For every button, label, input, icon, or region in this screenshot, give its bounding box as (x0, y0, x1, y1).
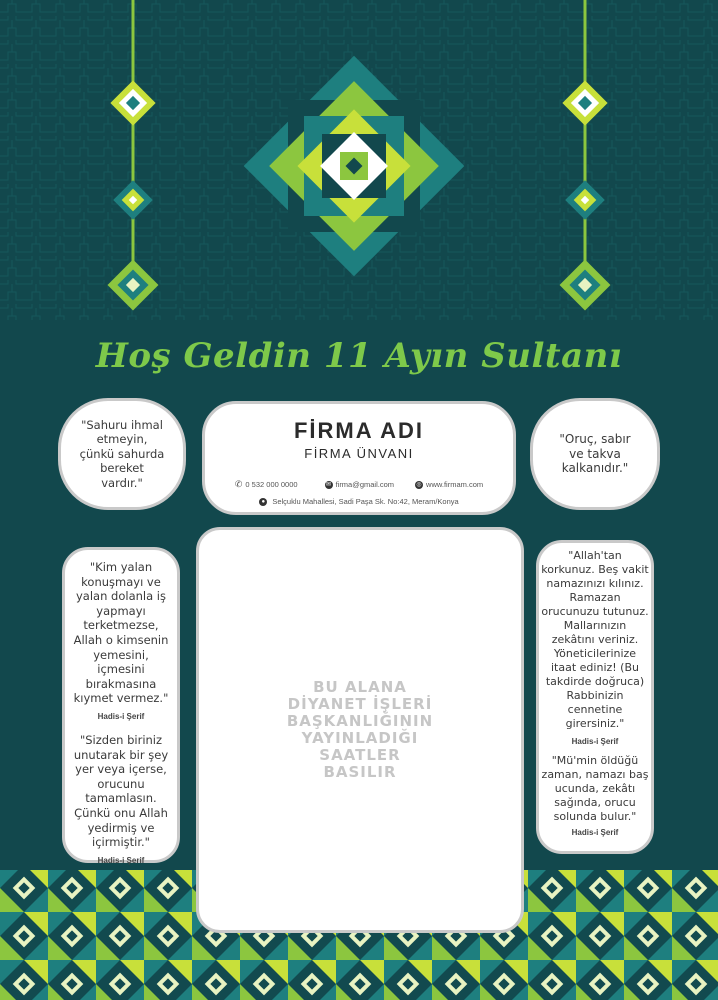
globe-icon: ◎ (416, 481, 422, 488)
firm-address: Selçuklu Mahallesi, Sadi Paşa Sk. No:42, Meram/Konya (272, 497, 459, 506)
quote-text: "Sizden biriniz unutarak bir şey yer veya içerse, orucunu tamamlasın. Çünkü onu Allah yedirmiş ve içirmiştir." (73, 732, 169, 850)
firm-web: www.firmam.com (426, 480, 484, 489)
quote-text: "Kim yalan konuşmayı ve yalan dolanla iş yapmayı terketmezse, Allah o kimsenin yemesini, içmesini bırakmasına kıymet vermez." (73, 560, 169, 706)
quote-source: Hadis-i Şerif (571, 737, 619, 746)
quote-source: Hadis-i Şerif (571, 828, 619, 837)
location-icon: ● (259, 498, 267, 506)
firm-phone: 0 532 000 0000 (245, 480, 298, 489)
quote-text: "Allah'tan korkunuz. Beş vakit namazınızı kılınız. Ramazan orucunuzu tutunuz. Mallarınızın zekâtını veriniz. Yöneticilerinize itaat ediniz! (Bu takdirde doğruca) Rabbinizin cennetine girersiniz." (541, 549, 649, 730)
quote-source: Hadis-i Şerif (97, 711, 145, 721)
prayer-times-placeholder: BU ALANA DİYANET İŞLERİ BAŞKANLIĞININ YAYINLADIĞI SAATLER BASILIR (286, 678, 434, 781)
quote-card-left (62, 547, 180, 863)
prayer-times-area (196, 527, 524, 933)
phone-icon: ✆ (234, 479, 243, 489)
quote-text: "Mü'min öldüğü zaman, namazı baş ucunda, zekâtı sağında, orucu solunda bulur." (541, 754, 649, 823)
firm-subtitle: FİRMA ÜNVANI (304, 446, 414, 461)
quote-text: "Oruç, sabır ve takva kalkanıdır." (559, 432, 631, 476)
quote-top-left (58, 398, 186, 510)
firm-card (202, 401, 516, 515)
quote-text: "Sahuru ihmal etmeyin, çünkü sahurda bereket vardır." (79, 417, 165, 490)
quote-top-right (530, 398, 660, 510)
page-title: Hoş Geldin 11 Ayın Sultanı (95, 336, 623, 376)
quote-source: Hadis-i Şerif (97, 855, 145, 865)
firm-email: firma@gmail.com (335, 480, 395, 489)
quote-card-right (536, 540, 654, 854)
firm-name: FİRMA ADI (293, 418, 425, 443)
email-icon: ✉ (326, 481, 332, 488)
